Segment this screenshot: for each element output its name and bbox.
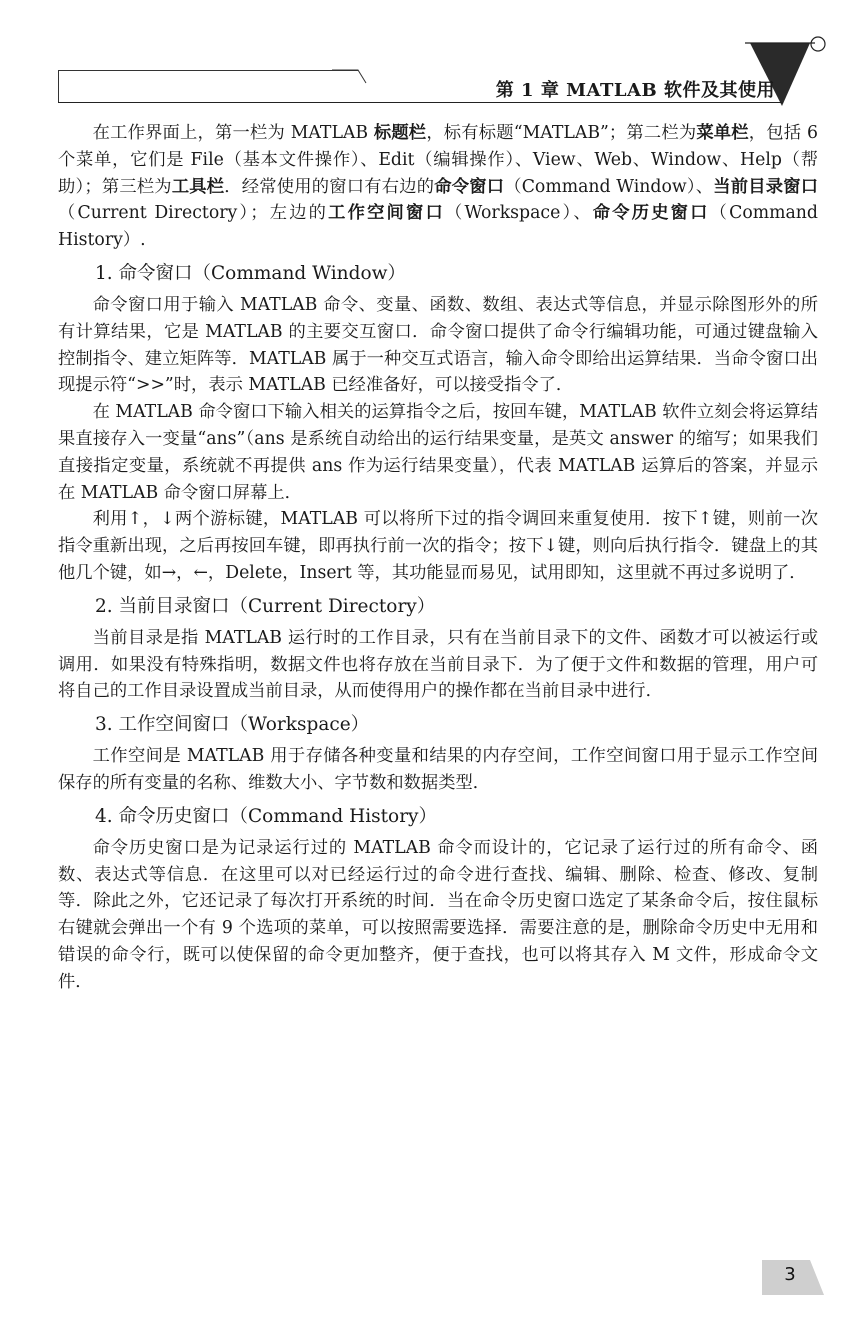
section-heading-workspace: 3. 工作空间窗口（Workspace） xyxy=(95,714,370,736)
page-body xyxy=(58,120,818,996)
paragraph: 命令历史窗口是为记录运行过的 MATLAB 命令而设计的，它记录了运行过的所有命令、函数、表达式等信息．在这里可以对已经运行过的命令进行查找、编辑、删除、检查、修改、复制等．除此之外，它还记录了每次打开系统的时间．当在命令历史窗口选定了某条命令后，按住鼠标右键就会弹出一个有 9 个选项的菜单，可以按照需要选择．需要注意的是，删除命令历史中无用和错误的命令行，既可以使保留的命令更加整齐，便于查找，也可以将其存入 M 文件，形成命令文件． xyxy=(58,837,818,992)
term-workspace: 工作空间窗口 xyxy=(328,203,445,224)
chapter-title: 第 1 章 MATLAB 软件及其使用 xyxy=(495,80,775,101)
header-tab-icon xyxy=(330,55,370,85)
term-toolbar: 工具栏 xyxy=(171,176,225,197)
term-menu-bar: 菜单栏 xyxy=(696,123,749,143)
paragraph: 利用↑，↓两个游标键，MATLAB 可以将所下过的指令调回来重复使用．按下↑键，则前一次指令重新出现，之后再按回车键，即再执行前一次的指令；按下↓键，则向后执行指令．键盘上的其他几个键，如→，←，Delete，Insert 等，其功能显而易见，试用即知，这里就不再过多说明了． xyxy=(58,509,818,583)
paragraph: 工作空间是 MATLAB 用于存储各种变量和结果的内存空间，工作空间窗口用于显示工作空间保存的所有变量的名称、维数大小、字节数和数据类型． xyxy=(58,746,818,793)
section-heading-command-history: 4. 命令历史窗口（Command History） xyxy=(95,805,437,827)
corner-ornament-icon xyxy=(740,28,840,118)
term-current-directory: 当前目录窗口 xyxy=(713,176,818,197)
term-command-window: 命令窗口 xyxy=(434,176,505,197)
paragraph: 当前目录是指 MATLAB 运行时的工作目录，只有在当前目录下的文件、函数才可以被运行或调用．如果没有特殊指明，数据文件也将存放在当前目录下．为了便于文件和数据的管理，用户可将自己的工作目录设置成当前目录，从而使得用户的操作都在当前目录中进行． xyxy=(58,627,818,702)
paragraph: 命令窗口用于输入 MATLAB 命令、变量、函数、数组、表达式等信息，并显示除图形外的所有计算结果，它是 MATLAB 的主要交互窗口．命令窗口提供了命令行编辑功能，可通过键盘输入控制指令、建立矩阵等．MATLAB 属于一种交互式语言，输入命令即给出运算结果．当命令窗口出现提示符“>>”时，表示 MATLAB 已经准备好，可以接受指令了． xyxy=(58,294,818,396)
paragraph: 在 MATLAB 命令窗口下输入相关的运算指令之后，按回车键，MATLAB 软件立刻会将运算结果直接存入一变量“ans”（ans 是系统自动给出的运行结果变量，是英文 answer 的缩写；如果我们直接指定变量，系统就不再提供 ans 作为运行结果变量），代表 MATLAB 运算后的答案，并显示在 MATLAB 命令窗口屏幕上． xyxy=(58,402,818,503)
section-heading-command-window: 1. 命令窗口（Command Window） xyxy=(95,262,406,284)
term-title-bar: 标题栏 xyxy=(373,123,427,143)
intro-paragraph: 在工作界面上，第一栏为 MATLAB 标题栏，标有标题“MATLAB”；第二栏为菜单栏，包括 6 个菜单，它们是 File（基本文件操作）、Edit（编辑操作）、View、Web、Window、Help（帮助）；第三栏为工具栏．经常使用的窗口有右边的命令窗口（Command Window）、当前目录窗口（Current Directory）；左边的工作空间窗口（Workspace）、命令历史窗口（Command History）. xyxy=(58,123,818,251)
term-command-history: 命令历史窗口 xyxy=(592,203,710,224)
header-frame xyxy=(58,70,358,103)
header-rule xyxy=(58,102,783,103)
page-number: 3 xyxy=(784,1264,796,1285)
section-heading-current-directory: 2. 当前目录窗口（Current Directory） xyxy=(95,595,436,617)
